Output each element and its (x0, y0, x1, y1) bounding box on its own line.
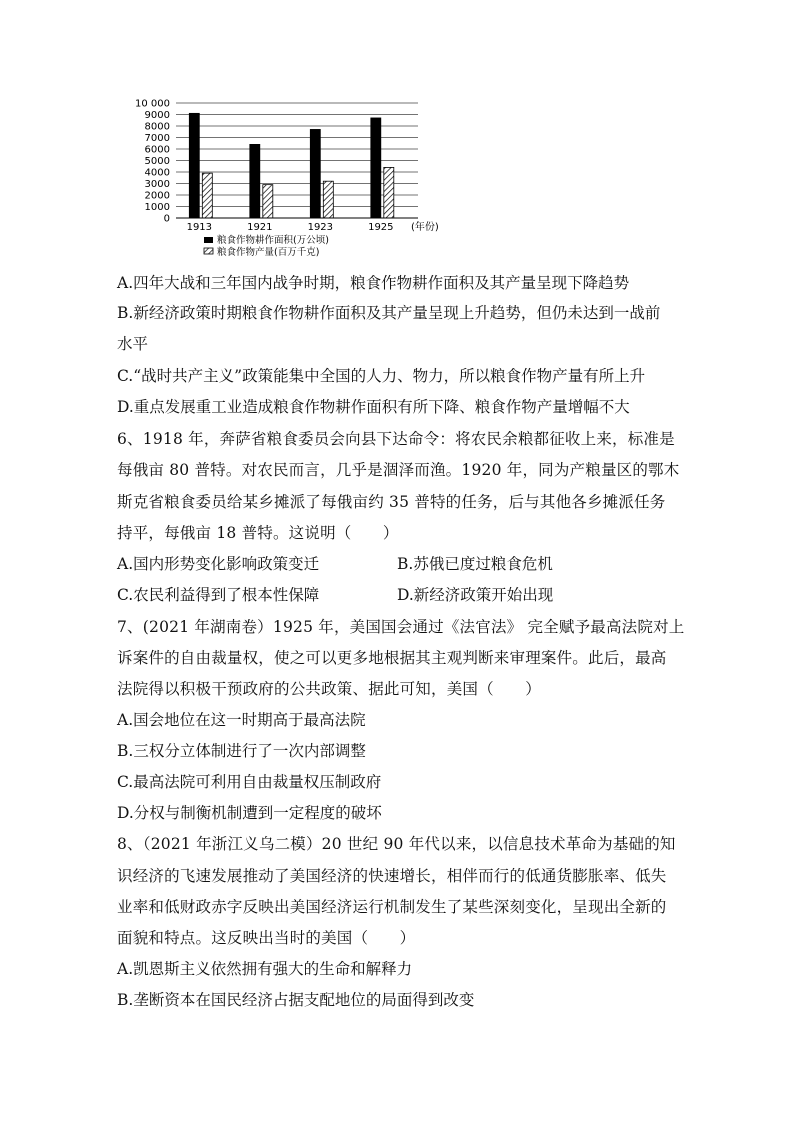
q7-option-c: C.最高法院可利用自由裁量权压制政府 (117, 773, 382, 791)
q5-option-d: D.重点发展重工业造成粮食作物耕作面积有所下降、粮食作物产量增幅不大 (117, 398, 630, 416)
q8-option-b: B.垄断资本在国民经济占据支配地位的局面得到改变 (117, 991, 475, 1009)
q8-stem-line-1: 8、（2021 年浙江义乌二模）20 世纪 90 年代以来，以信息技术革命为基础的知 (117, 835, 676, 853)
x-axis-ticks (187, 222, 394, 233)
q6-option-d: D.新经济政策开始出现 (397, 586, 554, 604)
q7-option-b: B.三权分立体制进行了一次内部调整 (117, 742, 366, 760)
x-tick-label: 1921 (247, 222, 273, 233)
chart-bars (189, 113, 394, 218)
legend-label-yield: 粮食作物产量(百万千克) (217, 247, 320, 258)
q8-stem-line-4: 面貌和特点。这反映出当时的美国（ ） (117, 929, 416, 947)
q5-option-a: A.四年大战和三年国内战争时期，粮食作物耕作面积及其产量呈现下降趋势 (117, 274, 630, 292)
q6-stem-line-4: 持平，每俄亩 18 普特。这说明（ ） (117, 524, 399, 542)
q7-stem-line-1: 7、(2021 年湖南卷）1925 年，美国国会通过《法官法》 完全赋予最高法院对上 (117, 618, 685, 636)
y-tick-label: 4000 (144, 167, 170, 179)
y-tick-label: 6000 (144, 144, 170, 156)
q7-option-a: A.国会地位在这一时期高于最高法院 (117, 711, 366, 729)
grain-bar-chart (118, 95, 448, 270)
q6-stem-line-2: 每俄亩 80 普特。对农民而言，几乎是涸泽而渔。1920 年，同为产粮量区的鄂木 (117, 461, 680, 479)
bar-1921-yield (263, 185, 273, 218)
x-tick-label: 1923 (307, 222, 334, 233)
y-tick-label: 8000 (144, 121, 170, 133)
y-tick-label: 3000 (144, 179, 170, 190)
q5-option-c: C.“战时共产主义”政策能集中全国的人力、物力，所以粮食作物产量有所上升 (117, 367, 646, 385)
q6-stem-line-3: 斯克省粮食委员给某乡摊派了每俄亩约 35 普特的任务，后与其他各乡摊派任务 (117, 493, 666, 511)
q5-option-b: B.新经济政策时期粮食作物耕作面积及其产量呈现上升趋势，但仍未达到一战前 (117, 304, 661, 322)
x-tick-label: 1913 (186, 222, 213, 233)
y-tick-label: 7000 (144, 133, 170, 144)
bar-1921-area (250, 144, 260, 218)
legend (204, 234, 329, 258)
y-tick-label: 2000 (144, 190, 170, 202)
q6-option-b: B.苏俄已度过粮食危机 (397, 555, 553, 573)
x-tick-label: 1925 (368, 222, 394, 233)
q8-stem-line-2: 识经济的飞速发展推动了美国经济的快速增长，相伴而行的低通货膨胀率、低失 (117, 867, 667, 885)
q7-stem-line-2: 诉案件的自由裁量权，使之可以更多地根据其主观判断来审理案件。此后，最高 (117, 649, 667, 667)
q6-option-a: A.国内形势变化影响政策变迁 (117, 555, 320, 573)
y-tick-label: 9000 (144, 110, 170, 121)
bar-1923-area (310, 129, 320, 218)
y-tick-label: 10 000 (135, 98, 170, 110)
q6-option-c: C.农民利益得到了根本性保障 (117, 586, 320, 604)
q7-option-d: D.分权与制衡机制遭到一定程度的破坏 (117, 804, 382, 822)
y-tick-label: 1000 (144, 202, 170, 213)
q7-stem-line-3: 法院得以积极干预政府的公共政策、据此可知，美国（ ） (117, 680, 541, 698)
bar-1913-yield (202, 173, 212, 218)
q5-option-b-cont: 水平 (117, 335, 149, 353)
y-tick-label: 5000 (144, 156, 170, 167)
q8-stem-line-3: 业率和低财政赤字反映出美国经济运行机制发生了某些深刻变化，呈现出全新的 (117, 898, 667, 916)
bar-1913-area (189, 113, 199, 218)
legend-swatch-area (204, 237, 213, 243)
y-axis-ticks (135, 99, 170, 225)
y-tick-label: 0 (163, 213, 170, 225)
legend-swatch-yield (204, 248, 213, 254)
q6-stem-line-1: 6、1918 年，奔萨省粮食委员会向县下达命令：将农民余粮都征收上来，标准是 (117, 430, 675, 448)
legend-label-area: 粮食作物耕作面积(万公顷) (217, 235, 329, 246)
q8-option-a: A.凯恩斯主义依然拥有强大的生命和解释力 (117, 960, 413, 978)
bar-1923-yield (323, 181, 333, 218)
x-unit-label: (年份) (411, 222, 439, 233)
bar-1925-area (371, 118, 381, 218)
bar-1925-yield (384, 167, 394, 218)
